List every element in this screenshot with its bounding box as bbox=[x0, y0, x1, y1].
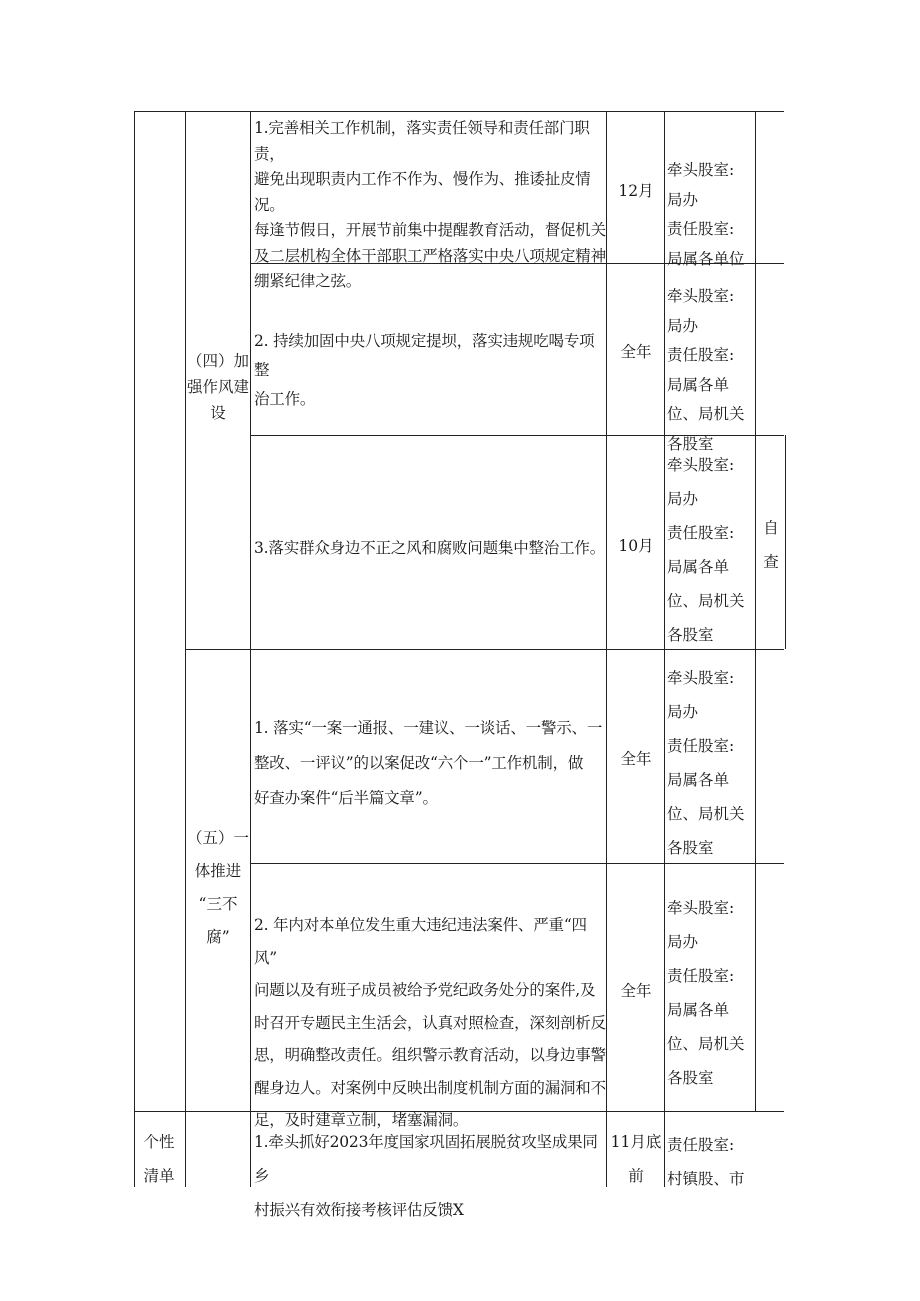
deadline-4: 全年 bbox=[620, 750, 652, 768]
deadline-1: 12月 bbox=[618, 182, 654, 200]
task-item-3: 3.落实群众身边不正之风和腐败问题集中整治工作。 bbox=[254, 539, 605, 557]
deadline-6: 11月底 前 bbox=[610, 1133, 662, 1185]
self-check-note: 自 查 bbox=[763, 519, 779, 571]
responsible-3: 牵头股室: 局办 责任股室: 局属各单 位、局机关 各股室 bbox=[667, 456, 745, 644]
responsible-4: 牵头股室: 局办 责任股室: 局属各单 位、局机关 各股室 bbox=[667, 669, 745, 857]
column-divider bbox=[664, 111, 665, 1187]
section-label: 个性 清单 bbox=[143, 1133, 175, 1185]
deadline-2: 全年 bbox=[620, 343, 652, 361]
task-item-4: 1. 落实“一案一通报、一建议、一谈话、一警示、一 整改、一评议”的以案促改“六个一”工作机制，做 好查办案件“后半篇文章”。 bbox=[254, 719, 603, 807]
task-item-6: 1.牵头抓好2023年度国家巩固拓展脱贫攻坚成果同乡 村振兴有效衔接考核评估反馈X bbox=[254, 1133, 598, 1219]
table-top-border bbox=[134, 111, 784, 112]
task-item-1: 1.完善相关工作机制，落实责任领导和责任部门职责， 避免出现职责内工作不作为、慢作为、推诿扯皮情况。 每逢节假日，开展节前集中提醒教育活动，督促机关 及二层机构全体干部职工严格落实中央八项规定精神 绷紧纪律之弦。 bbox=[254, 119, 606, 290]
responsible-6: 责任股室: 村镇股、市 bbox=[667, 1136, 745, 1188]
task-item-2: 2. 持续加固中央八项规定提坝，落实违规吃喝专项整 治工作。 bbox=[254, 332, 595, 408]
task-item-5: 2. 年内对本单位发生重大违纪违法案件、严重“四风” 问题以及有班子成员被给予党纪政务处分的案件,及 时召开专题民主生活会，认真对照检查，深刻剖析反 思，明确整改责任。组织警示教育活动，以身边事警 醒身边人。对案例中反映出制度机制方面的漏洞和不 足，及时建章立制，堵塞漏洞。 bbox=[254, 916, 606, 1129]
side-cell-border bbox=[785, 435, 786, 649]
table-left-border bbox=[134, 111, 135, 1187]
category-four: （四）加 强作风建 设 bbox=[186, 352, 249, 422]
responsible-2: 牵头股室: 局办 责任股室: 局属各单 位、局机关 各股室 bbox=[667, 287, 745, 453]
category-five: （五）一 体推进 “三不 腐” bbox=[186, 829, 249, 946]
column-divider bbox=[185, 111, 186, 1187]
deadline-5: 全年 bbox=[620, 982, 652, 1000]
column-divider bbox=[250, 111, 251, 1187]
column-divider bbox=[755, 111, 756, 1111]
column-divider bbox=[606, 111, 607, 1187]
deadline-3: 10月 bbox=[618, 537, 654, 555]
responsible-5: 牵头股室: 局办 责任股室: 局属各单 位、局机关 各股室 bbox=[667, 899, 745, 1087]
responsible-1: 牵头股室: 局办 责任股室: 局属各单位 bbox=[667, 161, 745, 268]
